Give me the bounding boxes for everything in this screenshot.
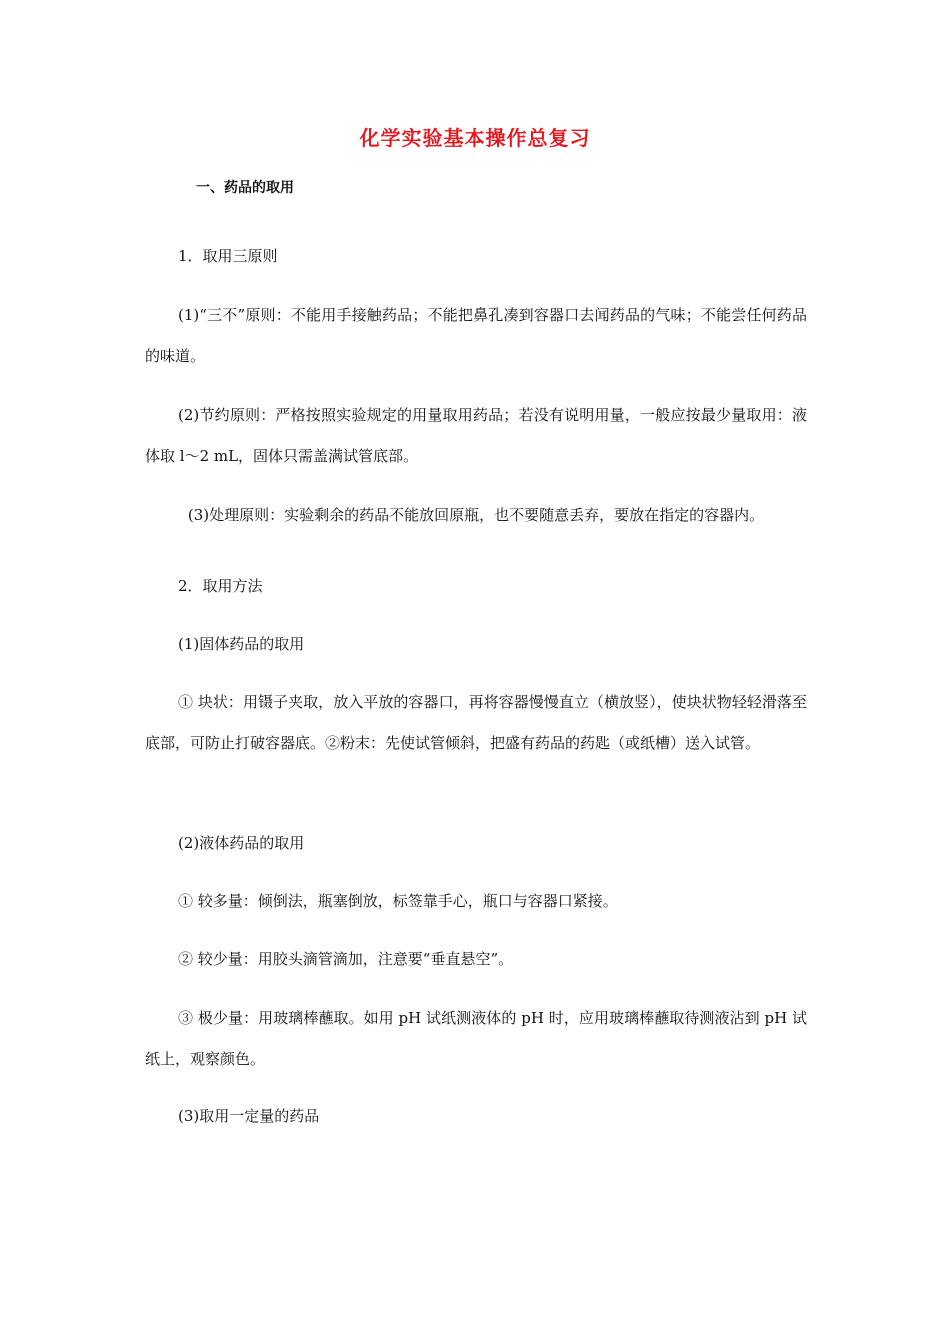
paragraph-fixed-amount-heading: (3)取用一定量的药品 bbox=[178, 1107, 320, 1125]
paragraph-liquid-small: ② 较少量：用胶头滴管滴加，注意要“垂直悬空”。 bbox=[178, 950, 514, 968]
paragraph-solid-methods: ① 块状：用镊子夹取，放入平放的容器口，再将容器慢慢直立（横放竖），使块状物轻轻滑落至底部，可防止打破容器底。②粉末：先使试管倾斜，把盛有药品的药匙（或纸槽）送入试管。 bbox=[145, 693, 807, 752]
paragraph-liquid-large: ① 较多量：倾倒法，瓶塞倒放，标签靠手心，瓶口与容器口紧接。 bbox=[178, 892, 618, 910]
paragraph-disposal-principle: (3)处理原则：实验剩余的药品不能放回原瓶，也不要随意丢弃，要放在指定的容器内。 bbox=[187, 506, 765, 524]
section-heading: 一、药品的取用 bbox=[196, 180, 294, 196]
paragraph-three-no-principle: (1)“三不”原则：不能用手接触药品；不能把鼻孔凑到容器口去闻药品的气味；不能尝任何药品的味道。 bbox=[145, 306, 807, 365]
paragraph-liquid-tiny: ③ 极少量：用玻璃棒蘸取。如用 pH 试纸测液体的 pH 时，应用玻璃棒蘸取待测液沾到 pH 试纸上，观察颜色。 bbox=[145, 1009, 807, 1068]
paragraph-liquid-heading: (2)液体药品的取用 bbox=[178, 834, 305, 852]
document-title: 化学实验基本操作总复习 bbox=[359, 126, 591, 150]
paragraph-principles-heading: 1．取用三原则 bbox=[178, 247, 278, 265]
paragraph-saving-principle: (2)节约原则：严格按照实验规定的用量取用药品；若没有说明用量，一般应按最少量取用：液体取 l～2 mL，固体只需盖满试管底部。 bbox=[145, 406, 807, 465]
paragraph-solid-heading: (1)固体药品的取用 bbox=[178, 635, 305, 653]
paragraph-methods-heading: 2．取用方法 bbox=[178, 577, 263, 595]
